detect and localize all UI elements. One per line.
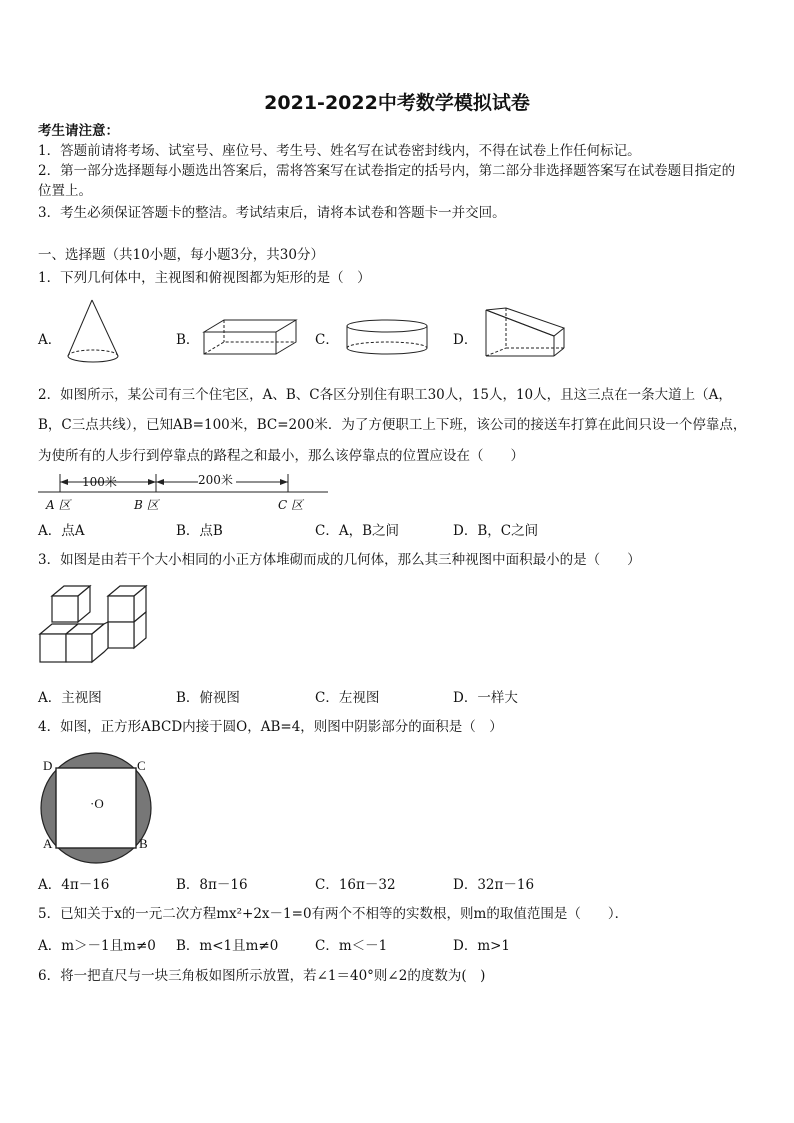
notice-item-3: 3．考生必须保证答题卡的整洁。考试结束后，请将本试卷和答题卡一并交回。 — [38, 205, 506, 221]
q5-stem: 5．已知关于x的一元二次方程mx²+2x－1=0有两个不相等的实数根，则m的取值范围是（ ）． — [38, 906, 629, 922]
cuboid-figure — [200, 318, 300, 358]
q4-option-a[interactable]: A．4π－16 — [38, 877, 110, 893]
road-label-bc: 200米 — [198, 473, 233, 487]
q2-option-d[interactable]: D．B，C之间 — [453, 523, 539, 539]
q3-option-b[interactable]: B．俯视图 — [176, 690, 240, 706]
q1-stem: 1．下列几何体中，主视图和俯视图都为矩形的是（ ） — [38, 270, 371, 286]
q1-option-d[interactable]: D． — [453, 332, 478, 348]
q3-option-c[interactable]: C．左视图 — [315, 690, 380, 706]
q2-line-2: B，C三点共线），已知AB=100米，BC=200米．为了方便职工上下班，该公司的接送车打算在此间只设一个停靠点， — [38, 417, 747, 433]
page-title: 2021-2022中考数学模拟试卷 — [264, 92, 530, 114]
q3-option-a[interactable]: A．主视图 — [38, 690, 102, 706]
prism-figure — [484, 306, 568, 358]
q1-option-a[interactable]: A． — [38, 332, 62, 348]
q4-option-d[interactable]: D．32π－16 — [453, 877, 535, 893]
q2-line-3: 为使所有的人步行到停靠点的路程之和最小，那么该停靠点的位置应设在（ ） — [38, 448, 524, 464]
q1-option-c[interactable]: C． — [315, 332, 339, 348]
q4-vertex-a: A — [43, 836, 53, 851]
section-heading: 一、选择题（共10小题，每小题3分，共30分） — [38, 247, 324, 263]
q2-option-b[interactable]: B．点B — [176, 523, 223, 539]
q2-option-c[interactable]: C．A，B之间 — [315, 523, 399, 539]
notice-item-2: 2．第一部分选择题每小题选出答案后，需将答案写在试卷指定的括号内，第二部分非选择题答案写在试卷题目指定的 — [38, 163, 736, 179]
q5-option-a[interactable]: A．m＞－1且m≠0 — [38, 938, 156, 954]
q4-center-o: ·O — [90, 796, 104, 811]
q4-vertex-d: D — [43, 758, 53, 773]
notice-heading: 考生请注意： — [38, 123, 119, 139]
road-label-a: A 区 — [46, 498, 71, 512]
q3-stem: 3．如图是由若干个大小相同的小正方体堆砌而成的几何体，那么其三种视图中面积最小的是（ ） — [38, 552, 641, 568]
q1-option-b[interactable]: B． — [176, 332, 200, 348]
notice-item-1: 1．答题前请将考场、试室号、座位号、考生号、姓名写在试卷密封线内，不得在试卷上作任何标记。 — [38, 143, 641, 159]
cylinder-figure — [344, 318, 434, 358]
q6-stem: 6．将一把直尺与一块三角板如图所示放置，若∠1＝40°则∠2的度数为( ) — [38, 968, 486, 984]
q2-option-a[interactable]: A．点A — [38, 523, 85, 539]
q3-option-d[interactable]: D．一样大 — [453, 690, 518, 706]
q5-option-b[interactable]: B．m<1且m≠0 — [176, 938, 279, 954]
road-label-ab: 100米 — [82, 475, 117, 489]
road-label-c: C 区 — [278, 498, 303, 512]
q2-line-1: 2．如图所示，某公司有三个住宅区，A、B、C各区分别住有职工30人，15人，10人，且这三点在一条大道上（A， — [38, 387, 732, 403]
q4-vertex-b: B — [139, 836, 148, 851]
q5-option-d[interactable]: D．m>1 — [453, 938, 511, 954]
q4-option-c[interactable]: C．16π－32 — [315, 877, 396, 893]
q4-option-b[interactable]: B．8π－16 — [176, 877, 248, 893]
cubes-figure — [38, 582, 158, 670]
notice-item-2-cont: 位置上。 — [38, 183, 92, 199]
road-label-b: B 区 — [134, 498, 159, 512]
q4-vertex-c: C — [137, 758, 146, 773]
q5-option-c[interactable]: C．m＜－1 — [315, 938, 388, 954]
cone-figure — [60, 298, 130, 368]
q4-stem: 4．如图，正方形ABCD内接于圆O，AB=4，则图中阴影部分的面积是（ ） — [38, 719, 503, 735]
